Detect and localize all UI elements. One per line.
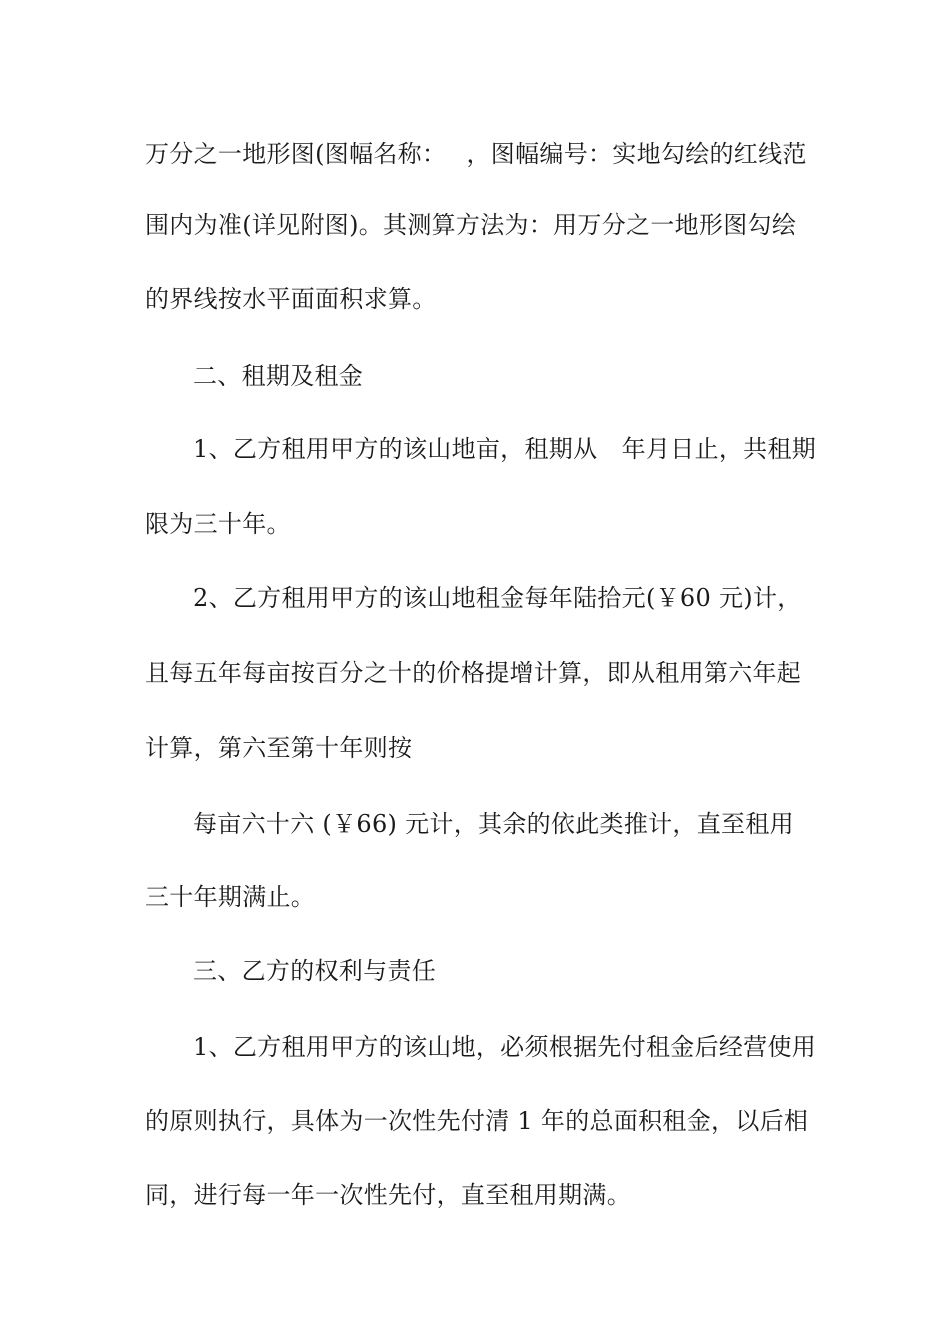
paragraph-line-3: 的界线按水平面面积求算。 — [145, 285, 437, 313]
clause-3-1-line-2: 的原则执行，具体为一次性先付清 1 年的总面积租金，以后相 — [145, 1107, 809, 1135]
section-heading-party-b-rights: 三、乙方的权利与责任 — [193, 957, 436, 985]
clause-3-1-line-3: 同，进行每一年一次性先付，直至租用期满。 — [145, 1181, 631, 1209]
clause-3-1-line-1: 1、乙方租用甲方的该山地，必须根据先付租金后经营使用 — [193, 1033, 817, 1061]
clause-2-2-line-1: 2、乙方租用甲方的该山地租金每年陆拾元(￥60 元)计， — [193, 584, 802, 612]
clause-2-3-line-1: 每亩六十六 (￥66) 元计，其余的依此类推计，直至租用 — [193, 810, 794, 838]
clause-2-2-line-3: 计算，第六至第十年则按 — [145, 734, 413, 762]
section-heading-rent-term: 二、租期及租金 — [193, 362, 364, 390]
clause-2-1-line-2: 限为三十年。 — [145, 510, 291, 538]
clause-2-3-line-2: 三十年期满止。 — [145, 883, 316, 911]
clause-2-1-line-1: 1、乙方租用甲方的该山地亩，租期从 年月日止，共租期 — [193, 435, 817, 463]
paragraph-line-1: 万分之一地形图(图幅名称： ，图幅编号：实地勾绘的红线范 — [145, 140, 807, 168]
paragraph-line-2: 围内为准(详见附图)。其测算方法为：用万分之一地形图勾绘 — [145, 211, 797, 239]
clause-2-2-line-2: 且每五年每亩按百分之十的价格提增计算，即从租用第六年起 — [145, 659, 802, 687]
